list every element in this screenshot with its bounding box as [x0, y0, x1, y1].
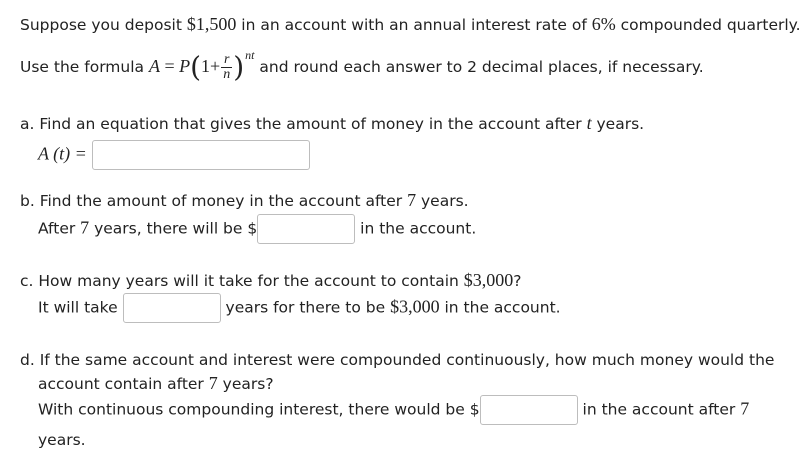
question-text: years. — [416, 192, 469, 210]
intro-text: Suppose you deposit — [20, 16, 187, 34]
answer-text: With continuous compounding interest, there would be $ — [38, 400, 480, 419]
formula-equals: = — [159, 56, 180, 76]
part-d-question-line-2 — [38, 373, 274, 394]
answer-text: After — [38, 219, 81, 238]
part-a-answer-row — [38, 140, 310, 170]
years-value: 7 — [208, 373, 218, 393]
intro-line-2 — [20, 45, 704, 82]
intro-text: and round each answer to 2 decimal places, if necessary. — [259, 58, 704, 76]
formula-right-paren: ) — [233, 50, 245, 84]
answer-text: in the account after — [582, 400, 741, 419]
a-of-t-label: A (t) = — [38, 143, 87, 164]
answer-text: in the account. — [360, 219, 477, 238]
formula-one-plus: 1+ — [201, 56, 221, 76]
years-value: 7 — [80, 217, 90, 238]
target-amount: $3,000 — [463, 270, 514, 290]
question-text: ? — [513, 272, 522, 290]
formula-denominator: n — [223, 67, 231, 82]
interest-rate: 6% — [591, 14, 616, 34]
t-variable: t — [586, 113, 592, 133]
question-text: b. Find the amount of money in the account after — [20, 192, 408, 210]
formula-left-paren: ( — [190, 50, 202, 84]
deposit-amount: $1,500 — [186, 14, 237, 34]
part-a-question — [20, 113, 644, 134]
target-amount: $3,000 — [390, 296, 440, 317]
part-b-amount-input[interactable] — [257, 214, 355, 244]
part-b-question — [20, 190, 469, 211]
intro-text: compounded quarterly. — [615, 16, 801, 34]
formula-numerator: r — [221, 53, 232, 68]
answer-text: years, there will be $ — [89, 219, 258, 238]
formula-A: A — [148, 56, 160, 76]
part-d-question-line-1 — [20, 350, 774, 370]
part-d-answer-row — [38, 395, 749, 425]
years-value: 7 — [407, 190, 417, 210]
question-text: a. Find an equation that gives the amount of money in the account after — [20, 115, 587, 133]
part-c-answer-row — [38, 293, 561, 323]
answer-text: in the account. — [439, 298, 561, 317]
years-value: 7 — [740, 398, 750, 419]
answer-text: It will take — [38, 298, 118, 317]
answer-text: years. — [38, 431, 86, 449]
answer-text: years for there to be — [225, 298, 391, 317]
question-text: years. — [591, 115, 645, 133]
question-text: years? — [217, 375, 274, 393]
part-d-answer-tail — [38, 430, 86, 450]
question-text: d. If the same account and interest were compounded continuously, how much money would the — [20, 351, 775, 369]
part-a-equation-input[interactable] — [92, 140, 310, 170]
formula-fraction — [221, 53, 232, 82]
formula-P: P — [179, 56, 191, 76]
formula-exponent: nt — [245, 48, 255, 62]
question-text: c. How many years will it take for the account to contain — [20, 272, 464, 290]
part-d-amount-input[interactable] — [480, 395, 578, 425]
intro-line-1 — [20, 14, 801, 35]
part-b-answer-row — [38, 214, 476, 244]
intro-text: Use the formula — [20, 58, 149, 76]
question-text: account contain after — [38, 375, 209, 393]
part-c-question — [20, 270, 521, 291]
part-c-years-input[interactable] — [123, 293, 221, 323]
intro-text: in an account with an annual interest rate of — [236, 16, 592, 34]
